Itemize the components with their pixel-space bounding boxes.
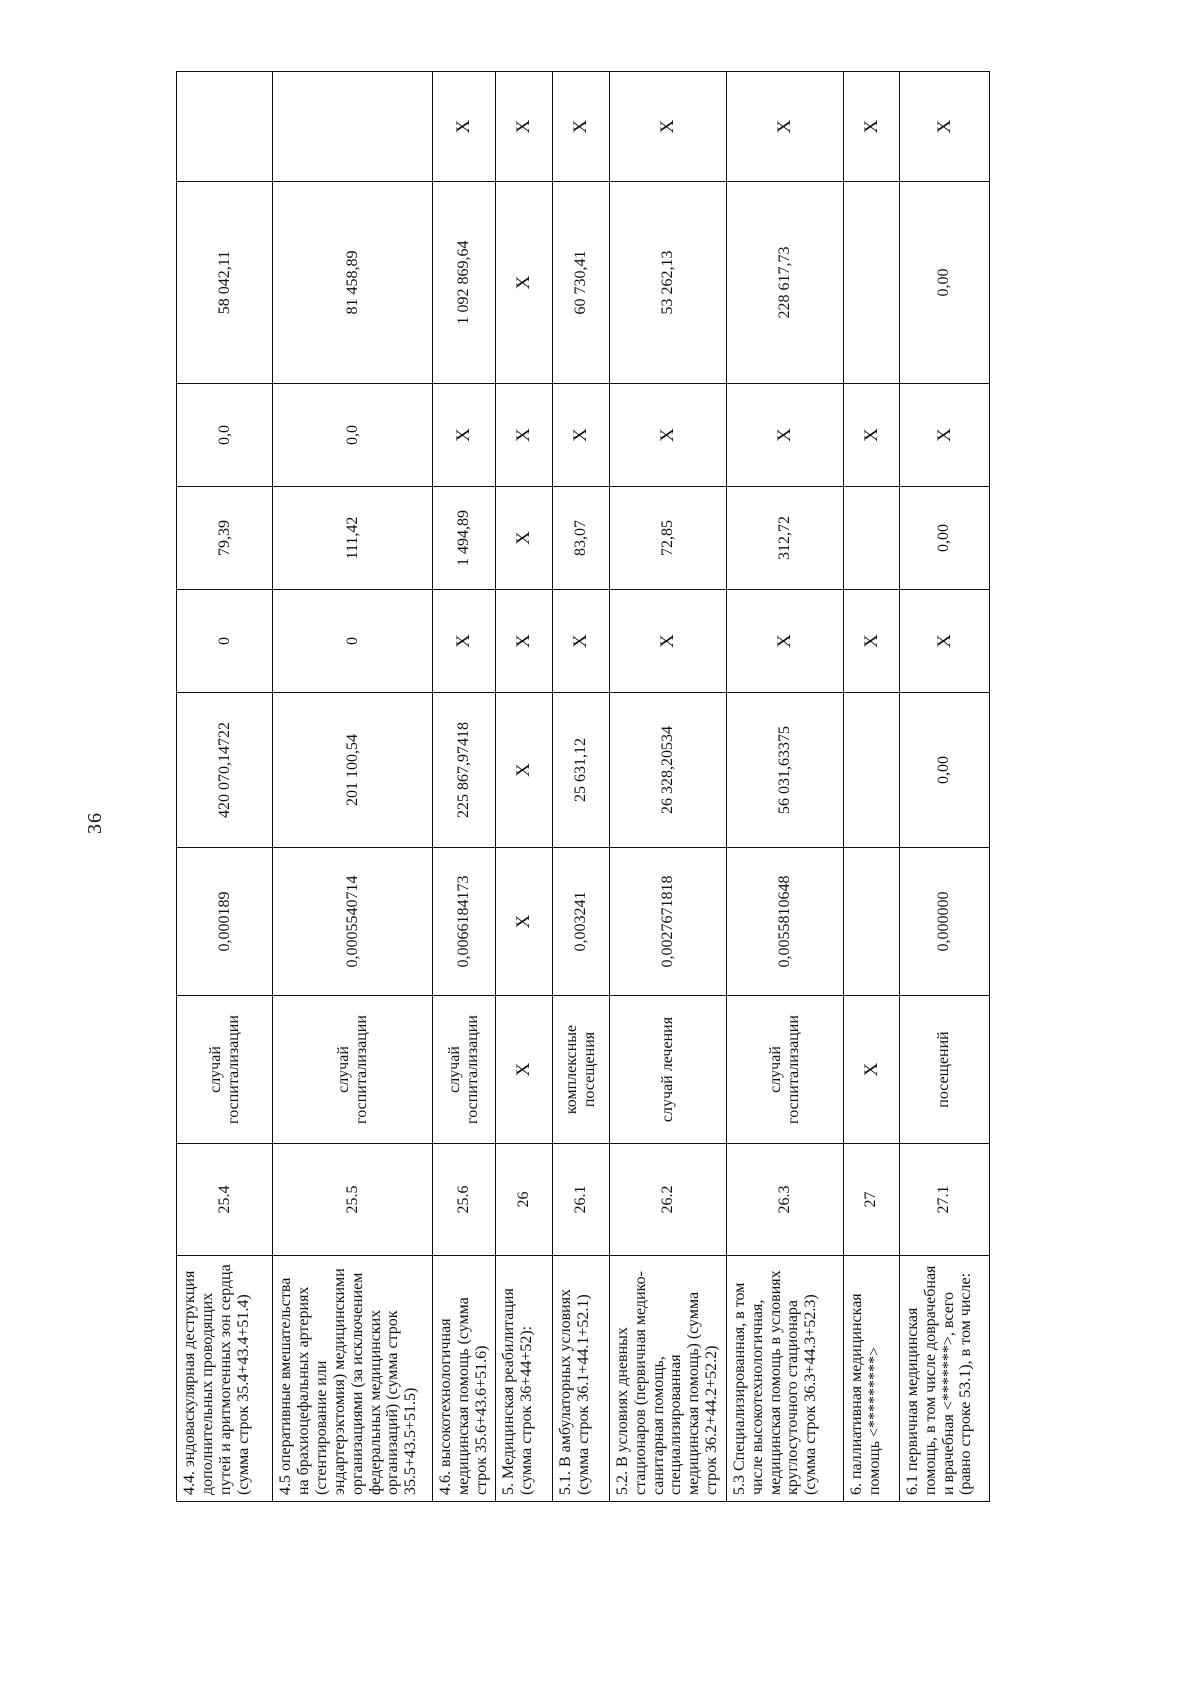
row-line-number: 27.1 [899,1144,989,1256]
row-col9: Х [433,72,496,182]
row-col6: 312,72 [726,487,843,590]
row-unit: случай госпитализации [177,996,273,1144]
row-col5: Х [843,590,899,693]
row-col9: Х [552,72,609,182]
row-unit: случай лечения [609,996,726,1144]
normatives-table [176,71,990,1502]
row-col8 [843,182,899,384]
row-col9: Х [609,72,726,182]
row-col5: Х [552,590,609,693]
row-norm-cost: 0,00 [899,693,989,848]
row-col7: Х [726,384,843,487]
row-col8: 60 730,41 [552,182,609,384]
table-row [177,72,273,1502]
row-unit: Х [843,996,899,1144]
row-col6: 111,42 [273,487,433,590]
row-line-number: 25.4 [177,1144,273,1256]
row-unit: посещений [899,996,989,1144]
row-norm-volume: 0,0005540714 [273,848,433,996]
row-norm-cost: 25 631,12 [552,693,609,848]
table-row [495,72,552,1502]
row-unit: Х [495,996,552,1144]
row-col7: Х [433,384,496,487]
row-name: 4.4. эндоваскулярная деструкция дополнительных проводящих путей и аритмогенных зон сердца (сумма строк 35.4+43.4+51.4) [177,1256,273,1502]
row-col9: Х [495,72,552,182]
row-col8: 0,00 [899,182,989,384]
row-col7: 0,0 [177,384,273,487]
row-norm-volume: 0,0066184173 [433,848,496,996]
row-col5: Х [495,590,552,693]
table-row [726,72,843,1502]
row-col7: Х [843,384,899,487]
row-col6 [843,487,899,590]
row-name: 5.3 Специализированная, в том числе высокотехнологичная, медицинская помощь в условиях круглосуточного стационара (сумма строк 36.3+44.3+52.3) [726,1256,843,1502]
row-col7: Х [495,384,552,487]
table-row [433,72,496,1502]
row-line-number: 26.1 [552,1144,609,1256]
row-unit: комплексные посещения [552,996,609,1144]
row-norm-cost: 225 867,97418 [433,693,496,848]
row-name: 5.1. В амбулаторных условиях (сумма строк 36.1+44.1+52.1) [552,1256,609,1502]
row-col9: Х [726,72,843,182]
row-norm-cost: 26 328,20534 [609,693,726,848]
row-col8: Х [495,182,552,384]
row-col6: 79,39 [177,487,273,590]
row-line-number: 26.2 [609,1144,726,1256]
row-unit: случай госпитализации [433,996,496,1144]
row-norm-volume: 0,003241 [552,848,609,996]
row-line-number: 27 [843,1144,899,1256]
row-col5: 0 [273,590,433,693]
row-col5: Х [433,590,496,693]
row-name: 4.5 оперативные вмешательства на брахиоцефальных артериях (стентирование или эндартерэктомия) медицинскими организациями (за исключением федеральных медицинских организаций) (сумма строк 35.5+43.5+51.5) [273,1256,433,1502]
row-norm-cost [843,693,899,848]
row-col7: Х [609,384,726,487]
row-col6: 0,00 [899,487,989,590]
row-unit: случай госпитализации [273,996,433,1144]
page-number: 36 [84,812,106,834]
row-col9 [177,72,273,182]
row-norm-volume: Х [495,848,552,996]
table-row [273,72,433,1502]
row-norm-volume: 0,000189 [177,848,273,996]
row-col5: Х [726,590,843,693]
row-line-number: 25.6 [433,1144,496,1256]
row-norm-volume: 0,0027671818 [609,848,726,996]
row-col8: 53 262,13 [609,182,726,384]
row-col8: 58 042,11 [177,182,273,384]
row-norm-cost: 201 100,54 [273,693,433,848]
row-unit: случай госпитализации [726,996,843,1144]
row-col8: 81 458,89 [273,182,433,384]
row-name: 6. паллиативная медицинская помощь <*********> [843,1256,899,1502]
row-name: 6.1 первичная медицинская помощь, в том числе доврачебная и врачебная <*******>, всего (равно строке 53.1), в том числе: [899,1256,989,1502]
row-name: 5.2. В условиях дневных стационаров (первичная медико-санитарная помощь, специализированная медицинская помощь) (сумма строк 36.2+44.2+52.2) [609,1256,726,1502]
table-row [552,72,609,1502]
row-col9: Х [899,72,989,182]
row-name: 5. Медицинская реабилитация (сумма строк 36+44+52): [495,1256,552,1502]
row-norm-volume: 0,000000 [899,848,989,996]
row-norm-cost: Х [495,693,552,848]
row-col5: Х [899,590,989,693]
row-norm-cost: 420 070,14722 [177,693,273,848]
row-col7: Х [552,384,609,487]
row-col5: 0 [177,590,273,693]
row-line-number: 26.3 [726,1144,843,1256]
table-row [843,72,899,1502]
table-row [609,72,726,1502]
rotated-table-wrapper [176,72,990,1502]
row-col7: Х [899,384,989,487]
table-row [899,72,989,1502]
row-norm-cost: 56 031,63375 [726,693,843,848]
row-col6: 83,07 [552,487,609,590]
row-col8: 1 092 869,64 [433,182,496,384]
row-col6: 72,85 [609,487,726,590]
row-norm-volume [843,848,899,996]
row-col7: 0,0 [273,384,433,487]
row-col9 [273,72,433,182]
row-col9: Х [843,72,899,182]
row-line-number: 26 [495,1144,552,1256]
row-norm-volume: 0,0055810648 [726,848,843,996]
row-col6: Х [495,487,552,590]
row-col8: 228 617,73 [726,182,843,384]
row-col6: 1 494,89 [433,487,496,590]
row-line-number: 25.5 [273,1144,433,1256]
row-col5: Х [609,590,726,693]
row-name: 4.6. высокотехнологичная медицинская помощь (сумма строк 35.6+43.6+51.6) [433,1256,496,1502]
